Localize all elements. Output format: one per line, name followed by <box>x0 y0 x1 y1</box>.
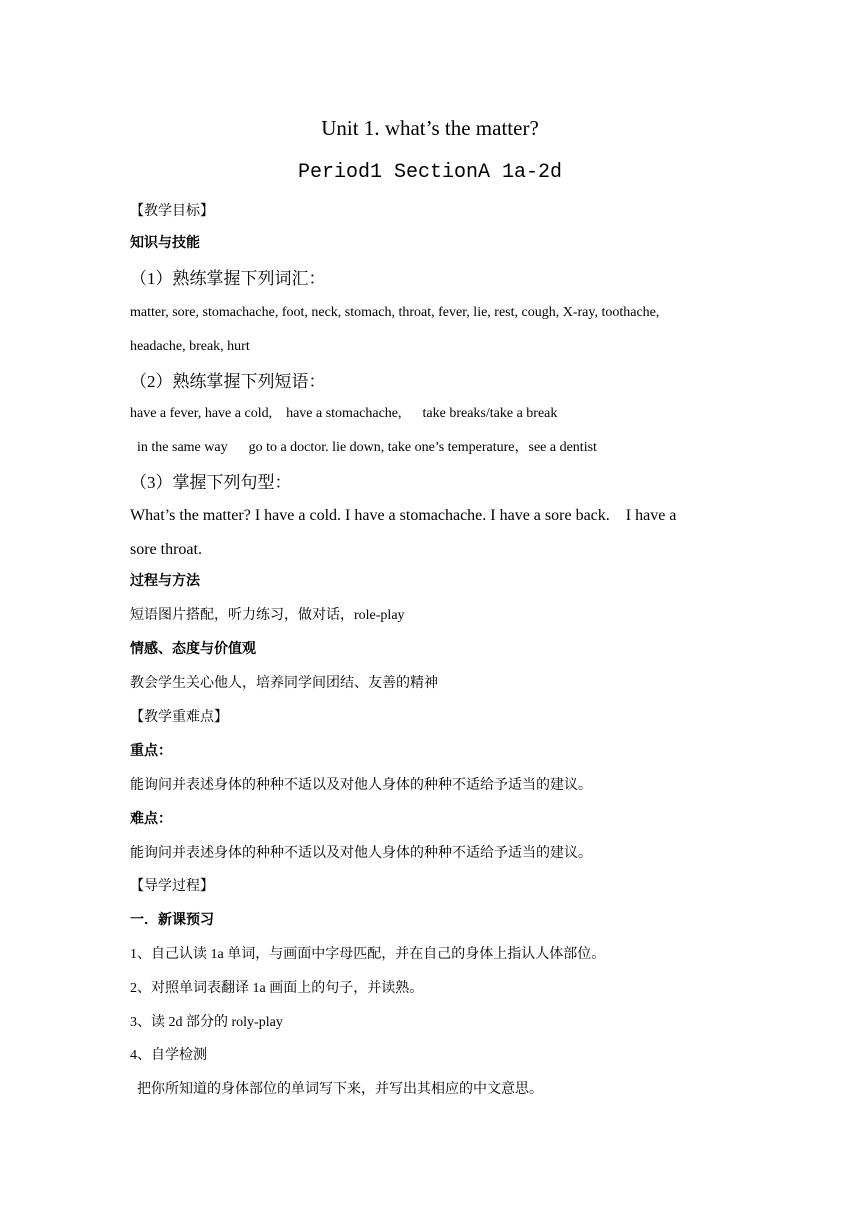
item1-words-line2: headache, break, hurt <box>130 339 250 354</box>
difficult-text: 能询问并表述身体的种种不适以及对他人身体的种种不适给予适当的建议。 <box>130 846 592 861</box>
key-label: 重点： <box>130 744 172 759</box>
item1-words-line1: matter, sore, stomachache, foot, neck, stomach, throat, fever, lie, rest, cough, X-ray, toothache, <box>130 305 660 320</box>
difficult-label: 难点： <box>130 812 172 827</box>
emotion-text: 教会学生关心他人，培养同学间团结、友善的精神 <box>130 676 438 691</box>
subheading-knowledge-skills: 知识与技能 <box>130 236 200 251</box>
item3-heading: （3）掌握下列句型： <box>130 473 292 492</box>
document-subtitle: Period1 SectionA 1a-2d <box>297 161 563 184</box>
step-3: 3、读 2d 部分的 roly-play <box>130 1015 283 1030</box>
item1-heading: （1）熟练掌握下列词汇： <box>130 269 326 288</box>
subheading-emotion-values: 情感、态度与价值观 <box>130 642 256 657</box>
process-text: 短语图片搭配，听力练习，做对话，role-play <box>130 608 405 623</box>
preview-heading: 一．新课预习 <box>130 913 214 928</box>
step-4: 4、自学检测 <box>130 1048 207 1063</box>
item2-phrases-line2: in the same way go to a doctor. lie down, take one’s temperature，see a dentist <box>130 440 597 455</box>
item2-phrases-line1: have a fever, have a cold, have a stomachache, take breaks/take a break <box>130 406 558 421</box>
section-heading-process: 【导学过程】 <box>130 879 214 894</box>
key-text: 能询问并表述身体的种种不适以及对他人身体的种种不适给予适当的建议。 <box>130 778 592 793</box>
item2-heading: （2）熟练掌握下列短语： <box>130 372 326 391</box>
step-4-text: 把你所知道的身体部位的单词写下来，并写出其相应的中文意思。 <box>130 1082 543 1097</box>
subheading-process-methods: 过程与方法 <box>130 574 200 589</box>
document-title: Unit 1. what’s the matter? <box>321 116 539 140</box>
item3-sentences-line2: sore throat. <box>130 541 202 558</box>
section-heading-keypoints: 【教学重难点】 <box>130 710 228 725</box>
section-heading-goals: 【教学目标】 <box>130 204 214 219</box>
item3-sentences-line1: What’s the matter? I have a cold. I have a stomachache. I have a sore back. I have a <box>130 507 677 524</box>
step-2: 2、对照单词表翻译 1a 画面上的句子，并读熟。 <box>130 981 424 996</box>
step-1: 1、自己认读 1a 单词，与画面中字母匹配，并在自己的身体上指认人体部位。 <box>130 947 606 962</box>
